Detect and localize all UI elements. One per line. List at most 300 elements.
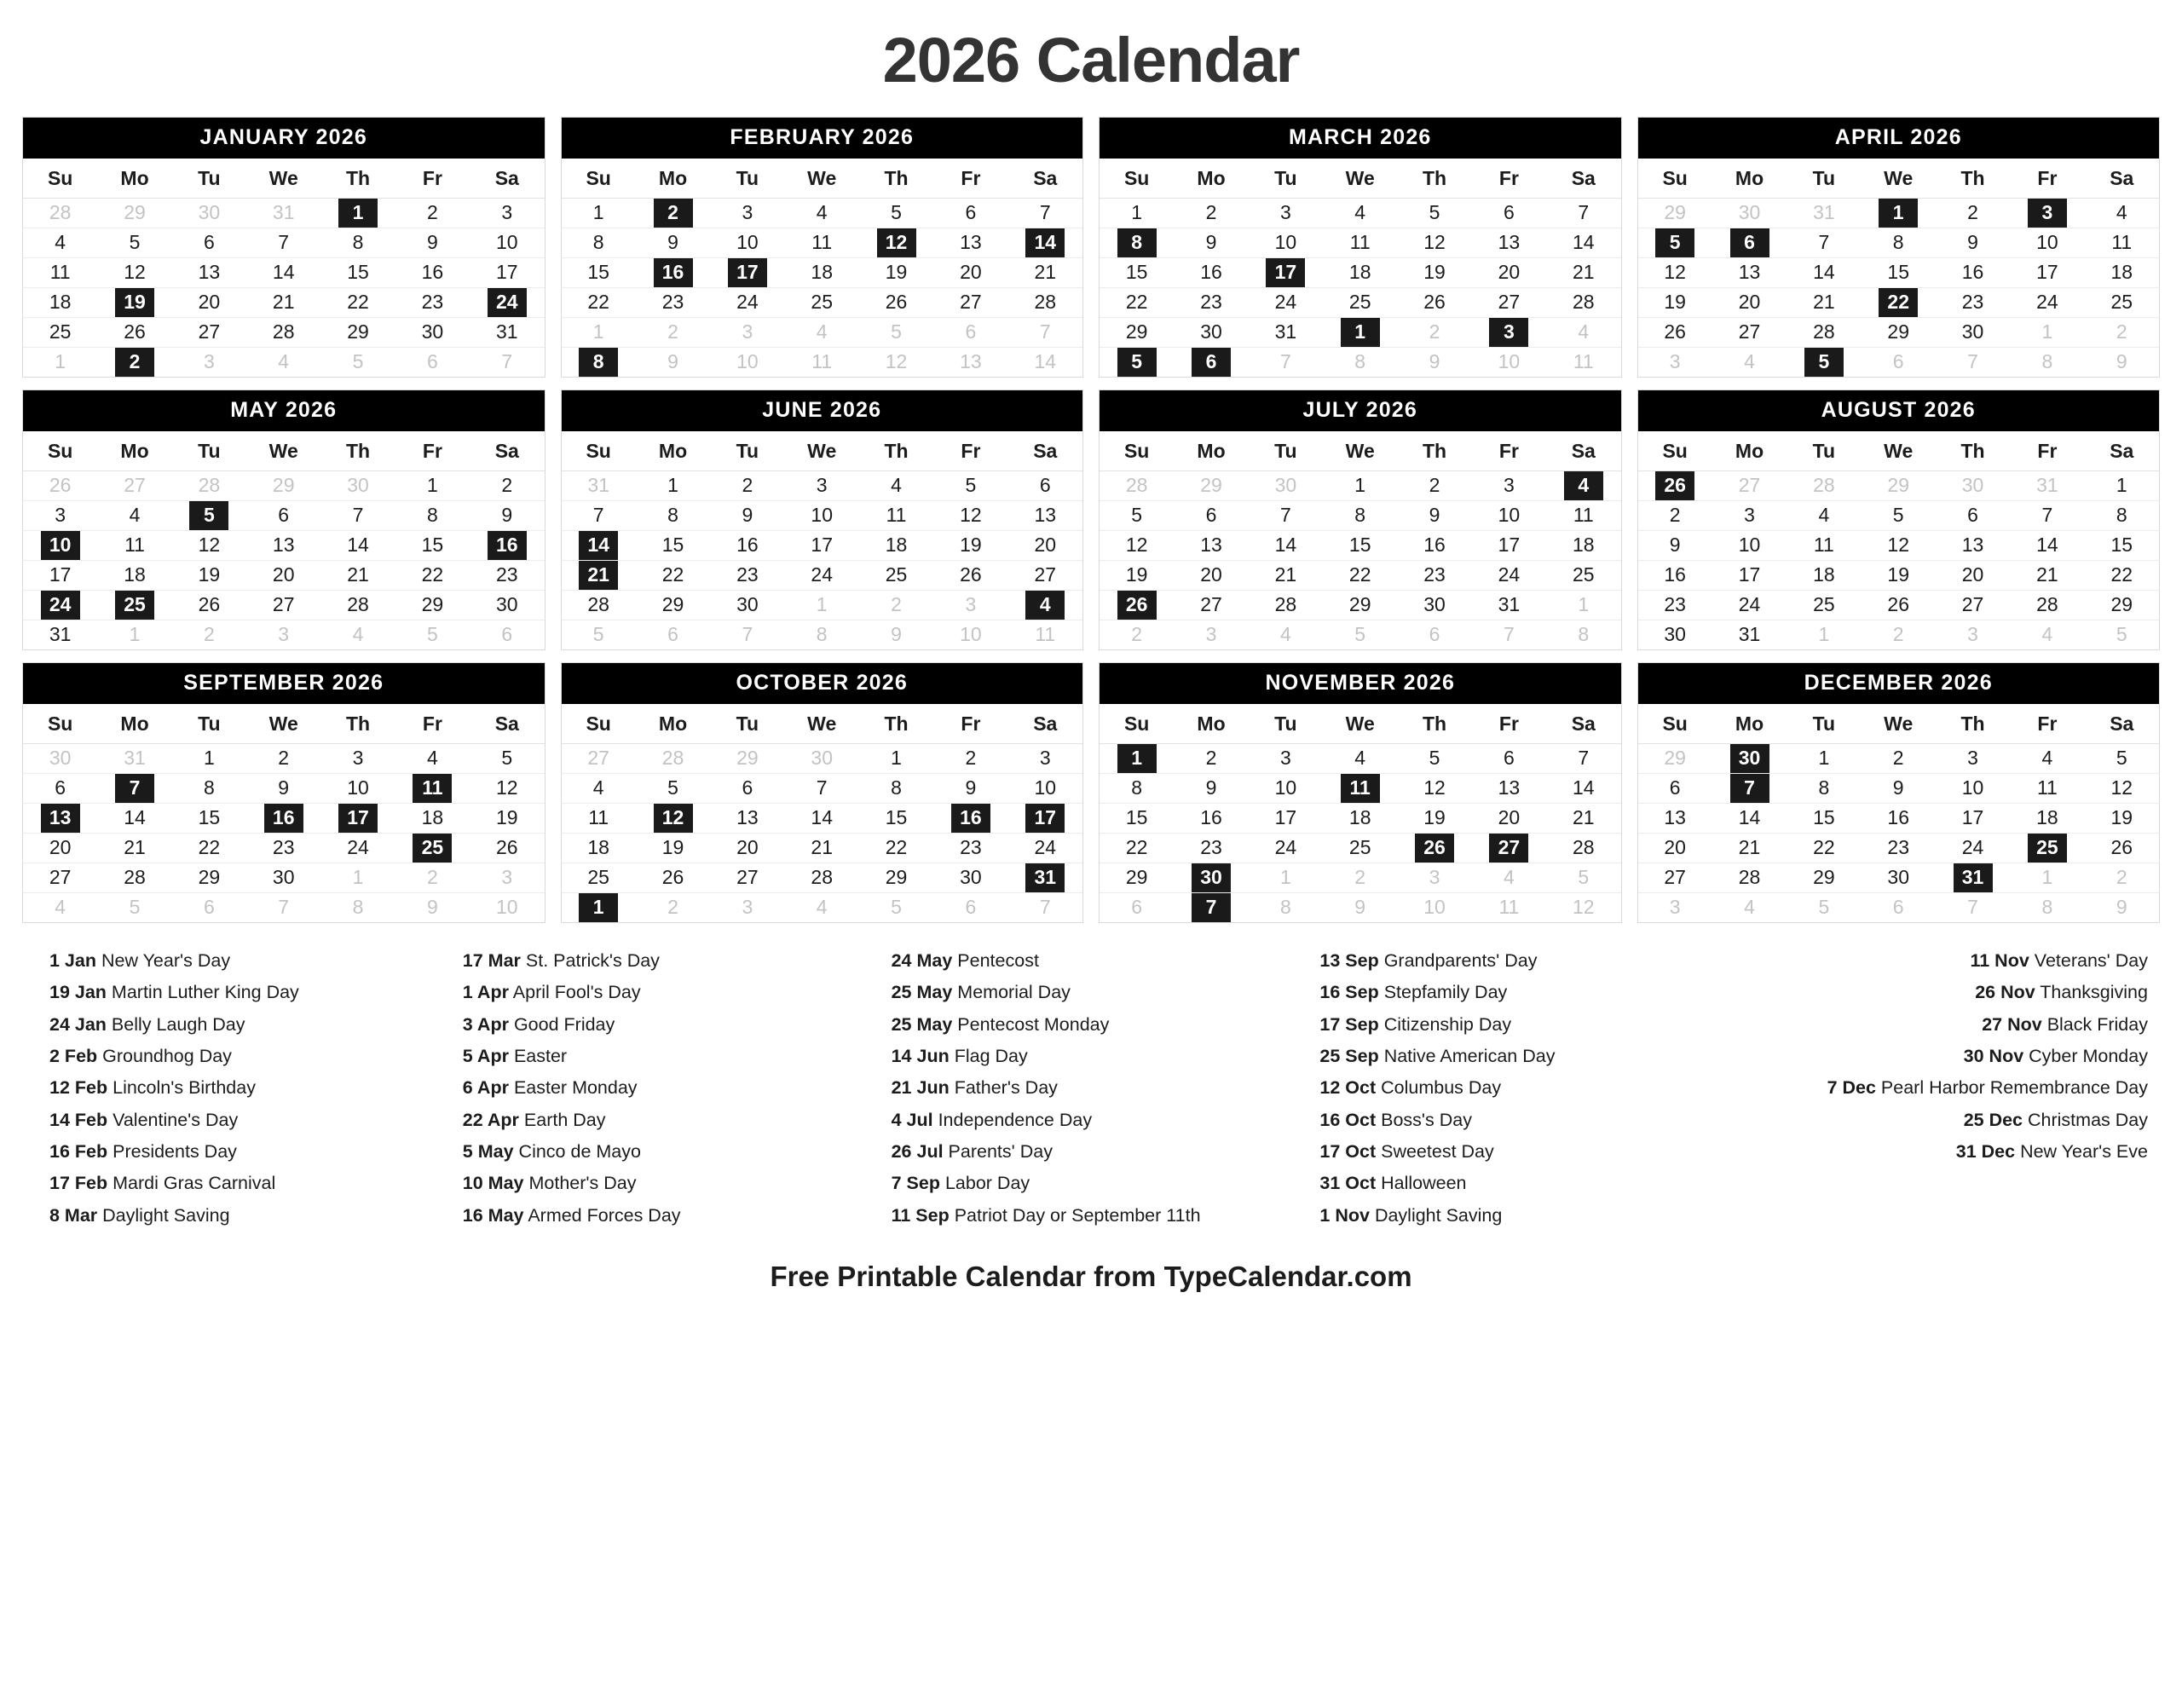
day-cell[interactable] [1174, 318, 1248, 348]
day-cell[interactable] [859, 774, 933, 804]
day-cell-adjacent-month[interactable] [710, 620, 784, 650]
day-cell[interactable] [470, 501, 544, 531]
day-cell[interactable] [1397, 258, 1471, 288]
day-cell[interactable] [395, 531, 470, 561]
day-cell-adjacent-month[interactable] [562, 744, 636, 774]
day-cell[interactable] [1787, 591, 1861, 620]
day-cell-adjacent-month[interactable] [1472, 620, 1546, 650]
day-cell-adjacent-month[interactable] [470, 863, 544, 893]
day-cell[interactable] [1323, 288, 1397, 318]
day-cell[interactable] [172, 863, 246, 893]
day-cell[interactable] [1787, 288, 1861, 318]
day-cell-highlighted[interactable] [1936, 863, 2010, 893]
day-cell-highlighted[interactable] [1008, 591, 1082, 620]
day-cell-highlighted[interactable] [2010, 199, 2084, 228]
day-cell[interactable] [1249, 199, 1323, 228]
day-cell-adjacent-month[interactable] [859, 348, 933, 378]
day-cell[interactable] [1787, 561, 1861, 591]
day-cell[interactable] [1546, 834, 1620, 863]
day-cell-adjacent-month[interactable] [1008, 620, 1082, 650]
day-cell[interactable] [320, 318, 395, 348]
day-cell[interactable] [1174, 804, 1248, 834]
day-cell[interactable] [172, 744, 246, 774]
day-cell-adjacent-month[interactable] [1249, 471, 1323, 501]
day-cell[interactable] [470, 471, 544, 501]
day-cell-adjacent-month[interactable] [1787, 199, 1861, 228]
day-cell[interactable] [1008, 774, 1082, 804]
day-cell[interactable] [470, 591, 544, 620]
day-cell[interactable] [1472, 228, 1546, 258]
day-cell[interactable] [1100, 288, 1174, 318]
day-cell-adjacent-month[interactable] [1638, 893, 1712, 923]
day-cell[interactable] [470, 228, 544, 258]
day-cell[interactable] [710, 288, 784, 318]
day-cell[interactable] [710, 774, 784, 804]
day-cell[interactable] [172, 804, 246, 834]
day-cell[interactable] [933, 258, 1007, 288]
day-cell-adjacent-month[interactable] [320, 471, 395, 501]
day-cell[interactable] [246, 258, 320, 288]
day-cell[interactable] [1712, 591, 1787, 620]
day-cell[interactable] [1787, 501, 1861, 531]
day-cell[interactable] [1862, 863, 1936, 893]
day-cell[interactable] [933, 199, 1007, 228]
day-cell[interactable] [395, 561, 470, 591]
day-cell[interactable] [1397, 561, 1471, 591]
day-cell[interactable] [785, 863, 859, 893]
day-cell-adjacent-month[interactable] [246, 471, 320, 501]
day-cell[interactable] [1174, 774, 1248, 804]
day-cell[interactable] [859, 744, 933, 774]
day-cell-adjacent-month[interactable] [23, 893, 97, 923]
day-cell-adjacent-month[interactable] [246, 893, 320, 923]
day-cell[interactable] [23, 620, 97, 650]
day-cell[interactable] [636, 834, 710, 863]
day-cell-adjacent-month[interactable] [1546, 318, 1620, 348]
day-cell-highlighted[interactable] [1638, 471, 1712, 501]
day-cell[interactable] [1397, 804, 1471, 834]
day-cell[interactable] [1936, 288, 2010, 318]
day-cell-highlighted[interactable] [1712, 228, 1787, 258]
day-cell-adjacent-month[interactable] [1546, 863, 1620, 893]
day-cell[interactable] [785, 471, 859, 501]
day-cell[interactable] [1323, 501, 1397, 531]
day-cell[interactable] [859, 863, 933, 893]
day-cell-adjacent-month[interactable] [470, 348, 544, 378]
day-cell[interactable] [1638, 863, 1712, 893]
day-cell-adjacent-month[interactable] [97, 620, 171, 650]
day-cell[interactable] [1323, 591, 1397, 620]
day-cell-adjacent-month[interactable] [1472, 893, 1546, 923]
day-cell[interactable] [1638, 531, 1712, 561]
day-cell[interactable] [710, 834, 784, 863]
day-cell-adjacent-month[interactable] [470, 620, 544, 650]
day-cell-adjacent-month[interactable] [1712, 893, 1787, 923]
day-cell[interactable] [1936, 774, 2010, 804]
day-cell-adjacent-month[interactable] [785, 620, 859, 650]
day-cell-adjacent-month[interactable] [395, 348, 470, 378]
day-cell[interactable] [395, 804, 470, 834]
day-cell[interactable] [1008, 561, 1082, 591]
day-cell[interactable] [1712, 804, 1787, 834]
day-cell-adjacent-month[interactable] [320, 893, 395, 923]
day-cell-highlighted[interactable] [562, 531, 636, 561]
day-cell[interactable] [320, 561, 395, 591]
day-cell[interactable] [470, 561, 544, 591]
day-cell[interactable] [562, 228, 636, 258]
day-cell[interactable] [320, 258, 395, 288]
day-cell-highlighted[interactable] [1174, 863, 1248, 893]
day-cell[interactable] [1323, 561, 1397, 591]
day-cell-adjacent-month[interactable] [933, 893, 1007, 923]
day-cell[interactable] [636, 501, 710, 531]
day-cell[interactable] [1862, 531, 1936, 561]
day-cell[interactable] [2010, 804, 2084, 834]
day-cell-highlighted[interactable] [562, 348, 636, 378]
day-cell-adjacent-month[interactable] [1174, 471, 1248, 501]
day-cell[interactable] [562, 501, 636, 531]
day-cell[interactable] [636, 561, 710, 591]
day-cell[interactable] [1936, 804, 2010, 834]
day-cell-adjacent-month[interactable] [562, 471, 636, 501]
day-cell-highlighted[interactable] [1100, 348, 1174, 378]
day-cell-adjacent-month[interactable] [2010, 863, 2084, 893]
day-cell[interactable] [1472, 288, 1546, 318]
day-cell[interactable] [933, 834, 1007, 863]
day-cell[interactable] [1546, 228, 1620, 258]
day-cell-highlighted[interactable] [320, 199, 395, 228]
day-cell[interactable] [1249, 228, 1323, 258]
day-cell[interactable] [1472, 531, 1546, 561]
day-cell[interactable] [1100, 804, 1174, 834]
day-cell-highlighted[interactable] [1174, 348, 1248, 378]
day-cell[interactable] [246, 288, 320, 318]
day-cell[interactable] [1936, 318, 2010, 348]
day-cell[interactable] [1638, 774, 1712, 804]
day-cell[interactable] [1397, 288, 1471, 318]
day-cell-adjacent-month[interactable] [1100, 471, 1174, 501]
day-cell[interactable] [785, 228, 859, 258]
day-cell[interactable] [470, 804, 544, 834]
day-cell[interactable] [1787, 531, 1861, 561]
day-cell[interactable] [562, 199, 636, 228]
day-cell-adjacent-month[interactable] [1638, 744, 1712, 774]
day-cell[interactable] [636, 531, 710, 561]
day-cell-adjacent-month[interactable] [97, 471, 171, 501]
day-cell[interactable] [933, 288, 1007, 318]
day-cell[interactable] [636, 471, 710, 501]
day-cell-adjacent-month[interactable] [785, 744, 859, 774]
day-cell-highlighted[interactable] [1008, 228, 1082, 258]
day-cell-adjacent-month[interactable] [1638, 199, 1712, 228]
day-cell[interactable] [1936, 199, 2010, 228]
day-cell-highlighted[interactable] [710, 258, 784, 288]
day-cell[interactable] [1397, 501, 1471, 531]
day-cell-adjacent-month[interactable] [1397, 863, 1471, 893]
day-cell-adjacent-month[interactable] [636, 744, 710, 774]
day-cell[interactable] [1862, 834, 1936, 863]
day-cell[interactable] [785, 258, 859, 288]
day-cell-highlighted[interactable] [636, 804, 710, 834]
day-cell[interactable] [1638, 288, 1712, 318]
day-cell[interactable] [1100, 199, 1174, 228]
day-cell[interactable] [97, 531, 171, 561]
day-cell[interactable] [1862, 561, 1936, 591]
day-cell[interactable] [97, 863, 171, 893]
day-cell[interactable] [1472, 774, 1546, 804]
day-cell-adjacent-month[interactable] [933, 318, 1007, 348]
day-cell-highlighted[interactable] [97, 591, 171, 620]
day-cell[interactable] [395, 258, 470, 288]
day-cell[interactable] [470, 318, 544, 348]
day-cell[interactable] [320, 288, 395, 318]
day-cell[interactable] [1249, 744, 1323, 774]
day-cell[interactable] [2010, 774, 2084, 804]
day-cell-adjacent-month[interactable] [1100, 893, 1174, 923]
day-cell-adjacent-month[interactable] [2085, 348, 2159, 378]
day-cell-highlighted[interactable] [23, 531, 97, 561]
day-cell[interactable] [97, 501, 171, 531]
day-cell[interactable] [1787, 774, 1861, 804]
day-cell[interactable] [395, 471, 470, 501]
day-cell[interactable] [1100, 531, 1174, 561]
day-cell-adjacent-month[interactable] [395, 863, 470, 893]
day-cell[interactable] [2010, 501, 2084, 531]
day-cell[interactable] [172, 834, 246, 863]
day-cell[interactable] [1323, 199, 1397, 228]
day-cell-adjacent-month[interactable] [1008, 318, 1082, 348]
day-cell[interactable] [2085, 834, 2159, 863]
day-cell[interactable] [859, 501, 933, 531]
day-cell[interactable] [2085, 561, 2159, 591]
day-cell[interactable] [1174, 199, 1248, 228]
day-cell-adjacent-month[interactable] [1638, 348, 1712, 378]
day-cell[interactable] [470, 834, 544, 863]
day-cell-adjacent-month[interactable] [97, 893, 171, 923]
day-cell[interactable] [1174, 258, 1248, 288]
day-cell-highlighted[interactable] [1100, 228, 1174, 258]
day-cell-adjacent-month[interactable] [1862, 893, 1936, 923]
day-cell[interactable] [859, 804, 933, 834]
day-cell[interactable] [636, 591, 710, 620]
day-cell-adjacent-month[interactable] [710, 893, 784, 923]
day-cell[interactable] [636, 228, 710, 258]
day-cell-adjacent-month[interactable] [23, 348, 97, 378]
day-cell-adjacent-month[interactable] [23, 744, 97, 774]
day-cell[interactable] [1638, 258, 1712, 288]
day-cell[interactable] [859, 199, 933, 228]
day-cell[interactable] [859, 258, 933, 288]
day-cell[interactable] [320, 744, 395, 774]
day-cell-adjacent-month[interactable] [933, 348, 1007, 378]
day-cell-highlighted[interactable] [1100, 744, 1174, 774]
day-cell-highlighted[interactable] [97, 774, 171, 804]
day-cell[interactable] [246, 501, 320, 531]
day-cell-adjacent-month[interactable] [710, 348, 784, 378]
day-cell-adjacent-month[interactable] [172, 348, 246, 378]
day-cell[interactable] [1472, 804, 1546, 834]
day-cell[interactable] [2010, 258, 2084, 288]
day-cell-adjacent-month[interactable] [933, 620, 1007, 650]
day-cell[interactable] [1546, 501, 1620, 531]
day-cell[interactable] [1249, 531, 1323, 561]
day-cell[interactable] [1712, 288, 1787, 318]
day-cell[interactable] [1862, 318, 1936, 348]
day-cell[interactable] [320, 834, 395, 863]
day-cell-highlighted[interactable] [933, 804, 1007, 834]
day-cell[interactable] [1712, 834, 1787, 863]
day-cell-adjacent-month[interactable] [1712, 471, 1787, 501]
day-cell[interactable] [1100, 501, 1174, 531]
day-cell-highlighted[interactable] [1174, 893, 1248, 923]
day-cell-adjacent-month[interactable] [2010, 471, 2084, 501]
day-cell[interactable] [1174, 288, 1248, 318]
day-cell-adjacent-month[interactable] [1397, 318, 1471, 348]
day-cell[interactable] [246, 591, 320, 620]
day-cell[interactable] [97, 561, 171, 591]
day-cell[interactable] [1100, 318, 1174, 348]
day-cell-adjacent-month[interactable] [470, 893, 544, 923]
day-cell[interactable] [172, 258, 246, 288]
day-cell-highlighted[interactable] [97, 348, 171, 378]
day-cell[interactable] [470, 258, 544, 288]
day-cell[interactable] [1862, 258, 1936, 288]
day-cell[interactable] [1100, 561, 1174, 591]
day-cell[interactable] [2010, 561, 2084, 591]
day-cell[interactable] [470, 744, 544, 774]
day-cell[interactable] [1323, 744, 1397, 774]
day-cell[interactable] [2085, 199, 2159, 228]
day-cell[interactable] [97, 804, 171, 834]
day-cell-adjacent-month[interactable] [2010, 348, 2084, 378]
day-cell-adjacent-month[interactable] [785, 348, 859, 378]
day-cell-adjacent-month[interactable] [246, 620, 320, 650]
day-cell-adjacent-month[interactable] [562, 318, 636, 348]
day-cell-highlighted[interactable] [562, 893, 636, 923]
day-cell-highlighted[interactable] [1008, 863, 1082, 893]
day-cell[interactable] [172, 288, 246, 318]
day-cell[interactable] [785, 199, 859, 228]
day-cell[interactable] [1174, 531, 1248, 561]
day-cell[interactable] [1249, 318, 1323, 348]
day-cell[interactable] [1546, 531, 1620, 561]
day-cell[interactable] [1862, 744, 1936, 774]
day-cell-highlighted[interactable] [23, 591, 97, 620]
day-cell-highlighted[interactable] [1546, 471, 1620, 501]
day-cell-adjacent-month[interactable] [2010, 893, 2084, 923]
day-cell-adjacent-month[interactable] [636, 318, 710, 348]
day-cell-adjacent-month[interactable] [785, 318, 859, 348]
day-cell-adjacent-month[interactable] [1936, 620, 2010, 650]
day-cell[interactable] [1174, 834, 1248, 863]
day-cell[interactable] [172, 561, 246, 591]
day-cell[interactable] [1008, 501, 1082, 531]
day-cell[interactable] [1008, 288, 1082, 318]
day-cell-adjacent-month[interactable] [2085, 620, 2159, 650]
day-cell-adjacent-month[interactable] [1712, 348, 1787, 378]
day-cell[interactable] [320, 228, 395, 258]
day-cell-highlighted[interactable] [1472, 318, 1546, 348]
day-cell[interactable] [172, 774, 246, 804]
day-cell-highlighted[interactable] [97, 288, 171, 318]
day-cell[interactable] [2085, 228, 2159, 258]
day-cell-adjacent-month[interactable] [1249, 863, 1323, 893]
day-cell[interactable] [1787, 804, 1861, 834]
day-cell-highlighted[interactable] [1100, 591, 1174, 620]
day-cell[interactable] [1323, 228, 1397, 258]
day-cell-adjacent-month[interactable] [785, 893, 859, 923]
day-cell[interactable] [1323, 804, 1397, 834]
day-cell-adjacent-month[interactable] [1787, 620, 1861, 650]
day-cell[interactable] [1397, 744, 1471, 774]
day-cell[interactable] [172, 591, 246, 620]
day-cell[interactable] [1472, 501, 1546, 531]
day-cell[interactable] [1174, 561, 1248, 591]
day-cell[interactable] [1638, 620, 1712, 650]
day-cell-highlighted[interactable] [320, 804, 395, 834]
day-cell-adjacent-month[interactable] [320, 348, 395, 378]
day-cell[interactable] [562, 591, 636, 620]
day-cell[interactable] [1323, 258, 1397, 288]
day-cell-adjacent-month[interactable] [1323, 863, 1397, 893]
day-cell-adjacent-month[interactable] [1546, 620, 1620, 650]
day-cell[interactable] [1008, 258, 1082, 288]
day-cell-adjacent-month[interactable] [395, 893, 470, 923]
day-cell-adjacent-month[interactable] [97, 744, 171, 774]
day-cell-highlighted[interactable] [1249, 258, 1323, 288]
day-cell[interactable] [1712, 863, 1787, 893]
day-cell[interactable] [1249, 501, 1323, 531]
day-cell[interactable] [1174, 591, 1248, 620]
day-cell[interactable] [710, 561, 784, 591]
day-cell[interactable] [636, 288, 710, 318]
day-cell-highlighted[interactable] [1862, 199, 1936, 228]
day-cell[interactable] [562, 863, 636, 893]
day-cell[interactable] [246, 228, 320, 258]
day-cell-adjacent-month[interactable] [636, 620, 710, 650]
day-cell[interactable] [1472, 591, 1546, 620]
day-cell-adjacent-month[interactable] [1323, 620, 1397, 650]
day-cell[interactable] [1936, 228, 2010, 258]
day-cell[interactable] [933, 863, 1007, 893]
day-cell[interactable] [1712, 501, 1787, 531]
day-cell[interactable] [23, 288, 97, 318]
day-cell[interactable] [246, 834, 320, 863]
day-cell-adjacent-month[interactable] [1936, 348, 2010, 378]
day-cell-adjacent-month[interactable] [172, 620, 246, 650]
day-cell[interactable] [1397, 591, 1471, 620]
day-cell-adjacent-month[interactable] [2085, 318, 2159, 348]
day-cell[interactable] [2085, 531, 2159, 561]
day-cell-adjacent-month[interactable] [2085, 893, 2159, 923]
day-cell-adjacent-month[interactable] [1249, 893, 1323, 923]
day-cell[interactable] [23, 774, 97, 804]
day-cell[interactable] [859, 834, 933, 863]
day-cell[interactable] [1546, 804, 1620, 834]
day-cell-adjacent-month[interactable] [2010, 620, 2084, 650]
day-cell-highlighted[interactable] [23, 804, 97, 834]
day-cell-adjacent-month[interactable] [1712, 199, 1787, 228]
day-cell[interactable] [1787, 834, 1861, 863]
day-cell-adjacent-month[interactable] [2085, 863, 2159, 893]
day-cell[interactable] [710, 228, 784, 258]
day-cell-adjacent-month[interactable] [23, 471, 97, 501]
day-cell-highlighted[interactable] [1712, 774, 1787, 804]
day-cell[interactable] [1546, 774, 1620, 804]
day-cell[interactable] [1397, 471, 1471, 501]
day-cell[interactable] [1249, 774, 1323, 804]
day-cell[interactable] [1397, 774, 1471, 804]
